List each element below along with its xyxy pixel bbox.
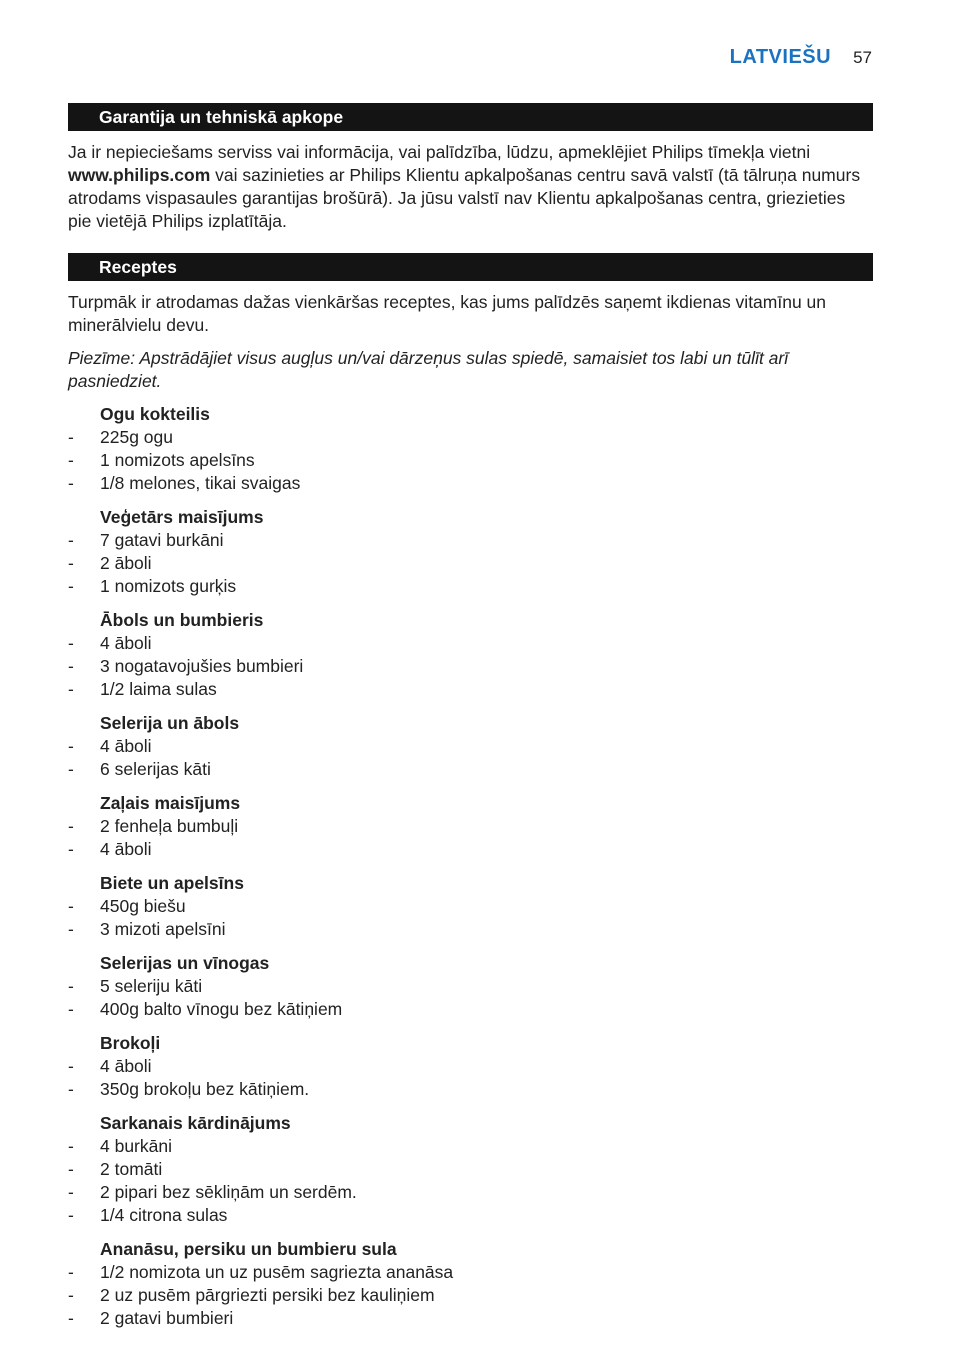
ingredient-text: 2 uz pusēm pārgriezti persiki bez kauliņiem — [100, 1285, 435, 1305]
bullet-dash: - — [68, 679, 74, 699]
ingredient-text: 2 gatavi bumbieri — [100, 1308, 234, 1328]
ingredient-text: 1/2 nomizota un uz pusēm sagriezta ananāsa — [100, 1262, 454, 1282]
ingredient-item — [68, 918, 873, 941]
bullet-dash: - — [68, 999, 74, 1019]
ingredient-item — [68, 678, 873, 701]
document-body — [68, 103, 873, 1341]
recipe — [68, 872, 873, 941]
recipe — [68, 1112, 873, 1227]
ingredient-text: 4 āboli — [100, 839, 152, 859]
bullet-dash: - — [68, 1182, 74, 1202]
section-title-warranty: Garantija un tehniskā apkope — [68, 103, 873, 131]
bullet-dash: - — [68, 839, 74, 859]
recipe-list — [68, 403, 873, 1330]
bullet-dash: - — [68, 1136, 74, 1156]
bullet-dash: - — [68, 473, 74, 493]
ingredient-text: 4 āboli — [100, 1056, 152, 1076]
ingredient-item — [68, 1204, 873, 1227]
ingredient-text: 1/8 melones, tikai svaigas — [100, 473, 301, 493]
ingredient-item — [68, 975, 873, 998]
ingredient-item — [68, 655, 873, 678]
recipe — [68, 792, 873, 861]
bullet-dash: - — [68, 759, 74, 779]
ingredient-text: 1 nomizots apelsīns — [100, 450, 255, 470]
philips-url-link[interactable]: www.philips.com — [68, 165, 211, 185]
ingredient-item — [68, 1181, 873, 1204]
ingredient-item — [68, 998, 873, 1021]
ingredient-item — [68, 895, 873, 918]
ingredient-item — [68, 1261, 873, 1284]
ingredient-item — [68, 529, 873, 552]
ingredient-text: 4 āboli — [100, 736, 152, 756]
page-header — [730, 46, 872, 76]
ingredient-item — [68, 1158, 873, 1181]
bullet-dash: - — [68, 553, 74, 573]
ingredient-text: 350g brokoļu bez kātiņiem. — [100, 1079, 310, 1099]
ingredient-text: 1/4 citrona sulas — [100, 1205, 228, 1225]
ingredient-item — [68, 735, 873, 758]
ingredient-item — [68, 632, 873, 655]
ingredient-text: 225g ogu — [100, 427, 173, 447]
language-label: LATVIEŠU — [729, 46, 832, 68]
recipe — [68, 506, 873, 598]
recipe — [68, 712, 873, 781]
ingredient-text: 1 nomizots gurķis — [100, 576, 237, 596]
bullet-dash: - — [68, 1285, 74, 1305]
ingredient-item — [68, 1307, 873, 1330]
bullet-dash: - — [68, 1056, 74, 1076]
bullet-dash: - — [68, 656, 74, 676]
recipe — [68, 1032, 873, 1101]
recipe-title: Selerijas un vīnogas — [100, 953, 270, 973]
recipe-title: Zaļais maisījums — [100, 793, 241, 813]
recipe-title: Ogu kokteilis — [100, 404, 210, 424]
ingredient-item — [68, 472, 873, 495]
bullet-dash: - — [68, 633, 74, 653]
recipe-title: Sarkanais kārdinājums — [100, 1113, 291, 1133]
ingredient-text: 400g balto vīnogu bez kātiņiem — [100, 999, 343, 1019]
recipe — [68, 403, 873, 495]
ingredient-text: 2 fenheļa bumbuļi — [100, 816, 239, 836]
ingredient-text: 1/2 laima sulas — [100, 679, 217, 699]
recipe-title: Ananāsu, persiku un bumbieru sula — [100, 1239, 397, 1259]
bullet-dash: - — [68, 816, 74, 836]
recipe-title: Brokoļi — [100, 1033, 161, 1053]
bullet-dash: - — [68, 1079, 74, 1099]
ingredient-text: 3 nogatavojušies bumbieri — [100, 656, 304, 676]
bullet-dash: - — [68, 976, 74, 996]
ingredient-text: 2 tomāti — [100, 1159, 163, 1179]
ingredient-item — [68, 552, 873, 575]
bullet-dash: - — [68, 427, 74, 447]
ingredient-item — [68, 758, 873, 781]
ingredient-text: 450g biešu — [100, 896, 186, 916]
recipe — [68, 952, 873, 1021]
bullet-dash: - — [68, 530, 74, 550]
ingredient-text: 5 seleriju kāti — [100, 976, 203, 996]
recipe-title: Selerija un ābols — [100, 713, 240, 733]
recipe-title: Veģetārs maisījums — [100, 507, 264, 527]
ingredient-item — [68, 1078, 873, 1101]
recipe — [68, 609, 873, 701]
bullet-dash: - — [68, 450, 74, 470]
ingredient-text: 6 selerijas kāti — [100, 759, 211, 779]
warranty-text-after: vai sazinieties ar Philips Klientu apkalpošanas centru savā valstī (tā tālruņa numurs atrodams vispasaules garantijas brošūrā). Ja jūsu valstī nav Klientu apkalpošanas centra, griezieties pie vietējā Philips izplatītāja. — [68, 165, 861, 231]
ingredient-item — [68, 1055, 873, 1078]
ingredient-item — [68, 815, 873, 838]
ingredient-item — [68, 426, 873, 449]
page-number: 57 — [853, 48, 872, 67]
recipes-note: Piezīme: Apstrādājiet visus augļus un/vai dārzeņus sulas spiedē, samaisiet tos labi un tūlīt arī pasniedziet. — [68, 348, 789, 391]
ingredient-item — [68, 1284, 873, 1307]
bullet-dash: - — [68, 896, 74, 916]
bullet-dash: - — [68, 736, 74, 756]
warranty-paragraph — [68, 141, 873, 233]
ingredient-text: 3 mizoti apelsīni — [100, 919, 226, 939]
recipe-title: Ābols un bumbieris — [100, 610, 264, 630]
bullet-dash: - — [68, 1262, 74, 1282]
recipe — [68, 1238, 873, 1330]
bullet-dash: - — [68, 576, 74, 596]
ingredient-text: 2 āboli — [100, 553, 152, 573]
bullet-dash: - — [68, 1205, 74, 1225]
recipe-title: Biete un apelsīns — [100, 873, 244, 893]
recipes-intro: Turpmāk ir atrodamas dažas vienkāršas receptes, kas jums palīdzēs saņemt ikdienas vitamīnu un minerālvielu devu. — [68, 292, 827, 335]
section-title-recipes: Receptes — [68, 253, 873, 281]
ingredient-item — [68, 449, 873, 472]
ingredient-text: 2 pipari bez sēkliņām un serdēm. — [100, 1182, 357, 1202]
ingredient-text: 4 burkāni — [100, 1136, 172, 1156]
ingredient-item — [68, 575, 873, 598]
ingredient-item — [68, 838, 873, 861]
ingredient-text: 4 āboli — [100, 633, 152, 653]
bullet-dash: - — [68, 1308, 74, 1328]
warranty-text-before: Ja ir nepieciešams serviss vai informācija, vai palīdzība, lūdzu, apmeklējiet Philips tīmekļa vietni — [68, 142, 811, 162]
ingredient-item — [68, 1135, 873, 1158]
bullet-dash: - — [68, 919, 74, 939]
bullet-dash: - — [68, 1159, 74, 1179]
ingredient-text: 7 gatavi burkāni — [100, 530, 224, 550]
